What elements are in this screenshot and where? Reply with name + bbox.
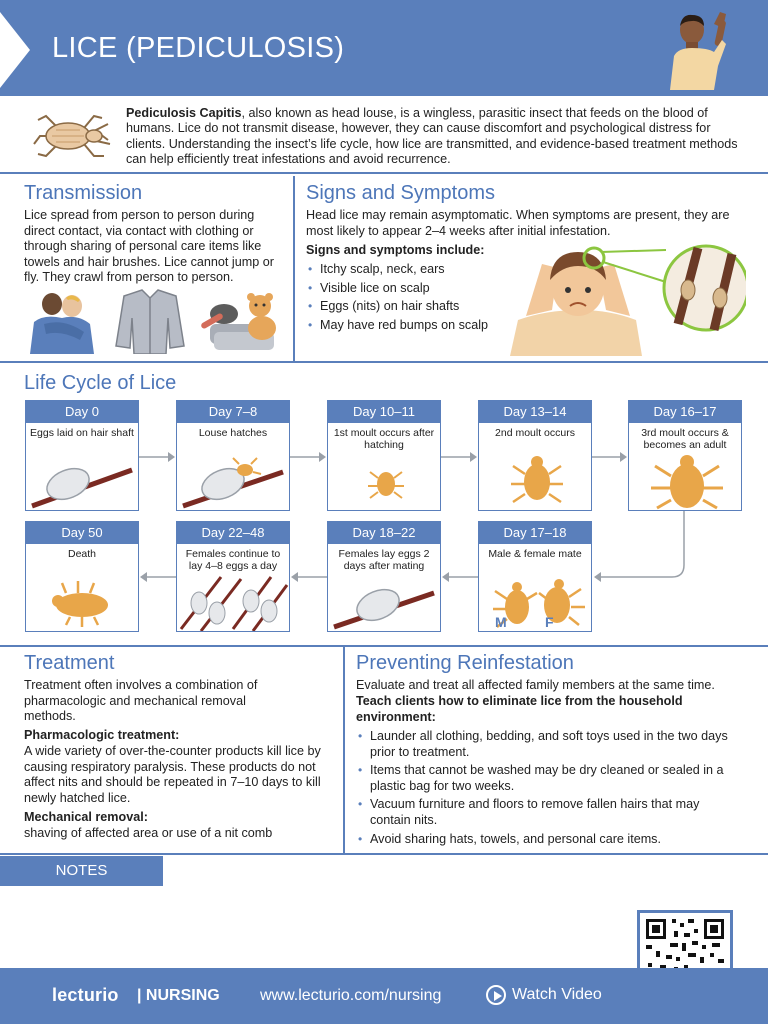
lifecycle-stage-day-7 xyxy=(176,400,290,511)
arrow-right-icon xyxy=(290,450,327,464)
chevron-decoration xyxy=(0,12,30,88)
intro-term: Pediculosis Capitis xyxy=(126,106,242,120)
list-item: • Launder all clothing, bedding, and soft toys used in the two days prior to treatment. xyxy=(356,729,736,760)
list-item: • Itchy scalp, neck, ears xyxy=(306,262,516,278)
lifecycle-stage-day-0 xyxy=(25,400,139,511)
stage-description: Females lay eggs 2 days after mating xyxy=(338,548,430,572)
child-waving-illustration xyxy=(668,10,738,90)
footer-url-link[interactable]: www.lecturio.com/nursing xyxy=(260,987,442,1004)
hatching-louse-icon xyxy=(177,450,289,510)
stage-day: Day 22–48 xyxy=(177,522,289,544)
watch-video-link[interactable] xyxy=(486,985,602,1005)
transmission-text: Lice spread from person to person during direct contact, via contact with clothing or through sharing of personal care items like towels and hair brushes. Lice cannot jump or fly. They crawl from person to person. xyxy=(24,208,274,285)
footer-brand: | NURSING xyxy=(137,987,220,1004)
page-footer xyxy=(0,968,768,1024)
lifecycle-stage-day-18 xyxy=(327,521,441,632)
pharm-text: A wide variety of over-the-counter products kill lice by causing respiratory paralysis. These products do not affect nits and should be repeated in 7–10 days to kill newly hatched lice. xyxy=(24,744,321,805)
egg-on-hair-icon xyxy=(328,571,440,631)
stage-description: 1st moult occurs after hatching xyxy=(333,427,435,451)
stage-description: Male & female mate xyxy=(488,548,582,560)
pharm-heading: Pharmacologic treatment: xyxy=(24,728,180,742)
intro-body: , also known as head louse, is a wingless, parasitic insect that feeds on the blood of humans. Lice do not transmit disease, however, they can cause discomfort and psychological distress for clients. Understanding the insect’s life cycle, how lice are transmitted, and evidence-based treatment methods can help efficiently treat infestations and avoid recurrence. xyxy=(126,106,738,167)
nymph-louse-icon xyxy=(479,450,591,510)
prevention-subheading: Teach clients how to eliminate lice from the household environment: xyxy=(356,694,683,724)
signs-text: Head lice may remain asymptomatic. When symptoms are present, they are most likely to appear 2–4 weeks after initial infestation. xyxy=(306,208,730,238)
list-item: • Vacuum furniture and floors to remove fallen hairs that may contain nits. xyxy=(356,797,736,828)
list-item: • Eggs (nits) on hair shafts xyxy=(306,299,516,315)
lecturio-logo[interactable]: lecturio xyxy=(52,985,119,1005)
list-item: • Items that cannot be washed may be dry cleaned or sealed in a plastic bag for two weeks. xyxy=(356,763,736,794)
section-rule xyxy=(0,645,768,647)
list-item: • Avoid sharing hats, towels, and personal care items. xyxy=(356,832,736,848)
stage-day: Day 18–22 xyxy=(328,522,440,544)
nymph-louse-icon xyxy=(328,450,440,510)
prevention-title: Preventing Reinfestation xyxy=(356,652,574,674)
stage-day: Day 0 xyxy=(26,401,138,423)
mech-heading: Mechanical removal: xyxy=(24,810,148,824)
lifecycle-stage-day-50 xyxy=(25,521,139,632)
prevention-list xyxy=(356,729,736,850)
stage-description: Eggs laid on hair shaft xyxy=(30,427,134,439)
arrow-connector-icon xyxy=(592,511,692,583)
stage-day: Day 7–8 xyxy=(177,401,289,423)
stage-description: 3rd moult occurs & becomes an adult xyxy=(641,427,729,451)
egg-on-hair-icon xyxy=(26,450,138,510)
dead-louse-icon xyxy=(26,571,138,631)
arrow-right-icon xyxy=(441,450,478,464)
louse-icon xyxy=(28,104,118,168)
list-item: • May have red bumps on scalp xyxy=(306,318,516,334)
stage-description: 2nd moult occurs xyxy=(495,427,575,439)
mech-text: shaving of affected area or use of a nit comb xyxy=(24,826,273,840)
stage-day: Day 16–17 xyxy=(629,401,741,423)
notes-label: NOTES xyxy=(0,856,163,886)
jacket-icon xyxy=(116,290,184,354)
section-rule xyxy=(0,853,768,855)
section-rule xyxy=(0,361,768,363)
teddy-and-brush-icon xyxy=(200,293,276,350)
intro-section xyxy=(0,96,768,174)
transmission-illustrations xyxy=(24,288,286,354)
watch-video-label: Watch Video xyxy=(512,986,602,1004)
intro-text xyxy=(126,106,751,168)
lifecycle-stage-day-16 xyxy=(628,400,742,511)
transmission-title: Transmission xyxy=(24,182,143,204)
signs-subheading: Signs and symptoms include: xyxy=(306,243,485,257)
lifecycle-stage-day-13 xyxy=(478,400,592,511)
multiple-eggs-icon xyxy=(177,571,289,631)
lifecycle-stage-day-22 xyxy=(176,521,290,632)
arrow-left-icon xyxy=(290,570,327,584)
itchy-child-illustration xyxy=(506,240,746,356)
stage-description: Females continue to lay 4–8 eggs a day xyxy=(185,548,281,572)
stage-description: Louse hatches xyxy=(198,427,268,439)
play-icon xyxy=(486,985,506,1005)
treatment-text: Treatment often involves a combination of pharmacologic and mechanical removal methods. xyxy=(24,678,258,724)
stage-day: Day 50 xyxy=(26,522,138,544)
lifecycle-title: Life Cycle of Lice xyxy=(24,372,177,394)
arrow-right-icon xyxy=(139,450,176,464)
lifecycle-stage-day-10 xyxy=(327,400,441,511)
signs-list xyxy=(306,262,516,336)
stage-description: Death xyxy=(67,548,97,560)
lifecycle-stage-day-17 xyxy=(478,521,592,632)
arrow-left-icon xyxy=(441,570,478,584)
arrow-left-icon xyxy=(139,570,176,584)
stage-day: Day 10–11 xyxy=(328,401,440,423)
section-divider xyxy=(343,647,345,853)
stage-day: Day 17–18 xyxy=(479,522,591,544)
page-header xyxy=(0,0,768,96)
section-divider xyxy=(293,176,295,361)
male-label: M xyxy=(495,614,507,630)
arrow-right-icon xyxy=(592,450,628,464)
treatment-title: Treatment xyxy=(24,652,115,674)
hugging-people-icon xyxy=(30,293,94,354)
prevention-text: Evaluate and treat all affected family members at the same time. xyxy=(356,678,715,692)
mating-lice-icon xyxy=(479,571,591,631)
list-item: • Visible lice on scalp xyxy=(306,281,516,297)
page-title: LICE (PEDICULOSIS) xyxy=(52,32,345,64)
adult-louse-icon xyxy=(629,450,741,510)
stage-day: Day 13–14 xyxy=(479,401,591,423)
signs-title: Signs and Symptoms xyxy=(306,182,495,204)
female-label: F xyxy=(545,614,554,630)
